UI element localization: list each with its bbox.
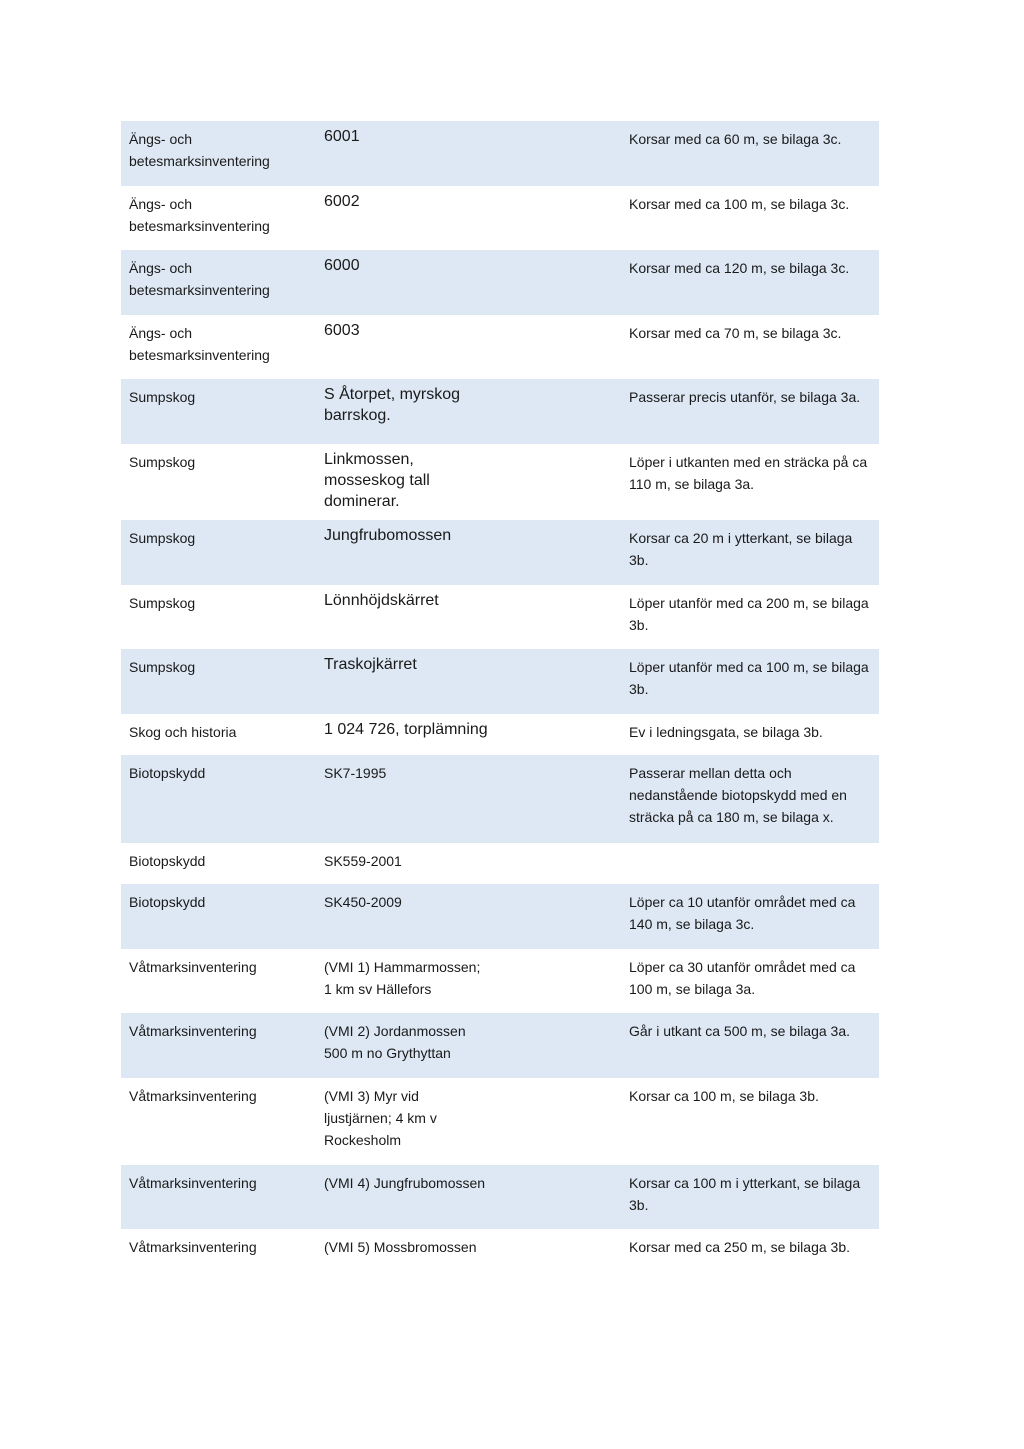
cell-object: (VMI 1) Hammarmossen; 1 km sv Hällefors [324, 959, 481, 997]
cell-object: 6001 [316, 121, 496, 186]
cell-empty [496, 884, 621, 949]
table-row [121, 1165, 879, 1229]
cell-object: SK559-2001 [324, 853, 402, 869]
cell-empty [496, 1229, 621, 1271]
cell-inventory-type: Skog och historia [129, 724, 237, 740]
cell-object: (VMI 5) Mossbromossen [324, 1239, 477, 1255]
table-row [121, 1078, 879, 1165]
cell-empty [496, 649, 621, 714]
table-row [121, 843, 879, 884]
cell-empty [496, 714, 621, 755]
table-row [121, 714, 879, 755]
cell-note: Löper utanför med ca 200 m, se bilaga 3b. [629, 595, 869, 633]
cell-note: Korsar ca 100 m, se bilaga 3b. [629, 1088, 819, 1104]
cell-object: S Åtorpet, myrskog barrskog. [316, 379, 496, 444]
cell-note [621, 843, 879, 884]
cell-note: Ev i ledningsgata, se bilaga 3b. [629, 724, 823, 740]
table-row [121, 884, 879, 949]
cell-empty [496, 843, 621, 884]
table-row [121, 1229, 879, 1271]
cell-object: 1 024 726, torplämning [324, 721, 488, 738]
cell-inventory-type: Våtmarksinventering [129, 1239, 257, 1255]
cell-inventory-type: Våtmarksinventering [121, 1013, 316, 1078]
cell-empty [496, 1013, 621, 1078]
cell-inventory-type: Ängs- och betesmarksinventering [129, 196, 270, 234]
cell-inventory-type: Våtmarksinventering [129, 1088, 257, 1104]
cell-note: Går i utkant ca 500 m, se bilaga 3a. [621, 1013, 879, 1078]
cell-object: (VMI 2) Jordanmossen 500 m no Grythyttan [316, 1013, 496, 1078]
inventory-table-body [121, 121, 879, 1271]
cell-inventory-type: Ängs- och betesmarksinventering [121, 250, 316, 315]
cell-inventory-type: Biotopskydd [121, 884, 316, 949]
cell-empty [496, 755, 621, 843]
cell-note: Korsar med ca 120 m, se bilaga 3c. [621, 250, 879, 315]
table-row [121, 379, 879, 444]
cell-empty [496, 585, 621, 649]
cell-empty [496, 1078, 621, 1165]
cell-empty [496, 121, 621, 186]
table-row [121, 186, 879, 250]
table-row [121, 250, 879, 315]
cell-note: Löper ca 30 utanför området med ca 100 m, se bilaga 3a. [629, 959, 856, 997]
cell-note: Korsar ca 100 m i ytterkant, se bilaga 3b. [621, 1165, 879, 1229]
cell-note: Korsar med ca 70 m, se bilaga 3c. [629, 325, 842, 341]
cell-note: Korsar ca 20 m i ytterkant, se bilaga 3b. [621, 520, 879, 585]
cell-object: Linkmossen, mosseskog tall dominerar. [324, 451, 430, 510]
cell-object: SK450-2009 [316, 884, 496, 949]
cell-object: Traskojkärret [316, 649, 496, 714]
cell-inventory-type: Sumpskog [121, 379, 316, 444]
cell-inventory-type: Sumpskog [129, 595, 196, 611]
cell-object: 6000 [316, 250, 496, 315]
cell-note: Korsar med ca 60 m, se bilaga 3c. [621, 121, 879, 186]
cell-empty [496, 186, 621, 250]
cell-note: Passerar mellan detta och nedanstående biotopskydd med en sträcka på ca 180 m, se bilaga x. [621, 755, 879, 843]
table-row [121, 315, 879, 379]
cell-empty [496, 444, 621, 520]
cell-empty [496, 520, 621, 585]
cell-inventory-type: Biotopskydd [121, 755, 316, 843]
cell-inventory-type: Sumpskog [121, 649, 316, 714]
cell-note: Korsar med ca 250 m, se bilaga 3b. [629, 1239, 851, 1255]
cell-inventory-type: Biotopskydd [129, 853, 206, 869]
cell-object: SK7-1995 [316, 755, 496, 843]
cell-object: 6003 [324, 322, 360, 339]
cell-object: (VMI 4) Jungfrubomossen [316, 1165, 496, 1229]
cell-note: Löper ca 10 utanför området med ca 140 m, se bilaga 3c. [621, 884, 879, 949]
cell-inventory-type: Sumpskog [121, 520, 316, 585]
cell-inventory-type: Våtmarksinventering [129, 959, 257, 975]
cell-inventory-type: Ängs- och betesmarksinventering [121, 121, 316, 186]
table-row [121, 949, 879, 1013]
table-row [121, 520, 879, 585]
table-row [121, 585, 879, 649]
cell-note: Korsar med ca 100 m, se bilaga 3c. [629, 196, 850, 212]
cell-inventory-type: Ängs- och betesmarksinventering [129, 325, 270, 363]
cell-note: Passerar precis utanför, se bilaga 3a. [621, 379, 879, 444]
table-row [121, 121, 879, 186]
cell-object: 6002 [324, 193, 360, 210]
cell-empty [496, 1165, 621, 1229]
cell-object: (VMI 3) Myr vid ljustjärnen; 4 km v Rockesholm [324, 1088, 437, 1148]
cell-empty [496, 315, 621, 379]
table-row [121, 755, 879, 843]
cell-inventory-type: Sumpskog [129, 454, 196, 470]
cell-object: Lönnhöjdskärret [324, 592, 439, 609]
cell-empty [496, 250, 621, 315]
cell-note: Löper i utkanten med en sträcka på ca 110 m, se bilaga 3a. [629, 454, 868, 492]
cell-empty [496, 949, 621, 1013]
table-row [121, 649, 879, 714]
table-row [121, 444, 879, 520]
table-row [121, 1013, 879, 1078]
cell-inventory-type: Våtmarksinventering [121, 1165, 316, 1229]
cell-note: Löper utanför med ca 100 m, se bilaga 3b. [621, 649, 879, 714]
cell-object: Jungfrubomossen [316, 520, 496, 585]
cell-empty [496, 379, 621, 444]
inventory-table [121, 121, 879, 1271]
